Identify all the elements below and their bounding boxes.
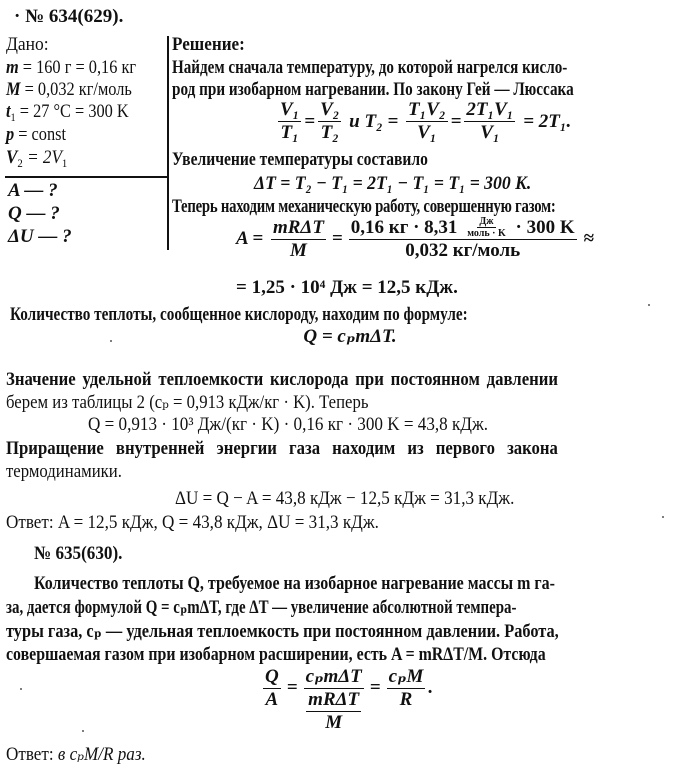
answer-634: Ответ: A = 12,5 кДж, Q = 43,8 кДж, ΔU = 31,3 кДж. xyxy=(6,512,379,533)
cp-paragraph-line-1: Значение удельной теплоемкости кислорода при постоянном давлении xyxy=(6,369,559,390)
equation-work: A = $\frac{\text{mRΔT}}{M}$ = 0,16 кг · 8,31 $\frac{Дж}{\text{моль · K}}$ · 300 K 0,032 кг/моль ≈ xyxy=(236,216,595,261)
temperature-increase-label: Увеличение температуры составило xyxy=(172,149,428,170)
equation-energy: ΔU = Q − A = 43,8 кДж − 12,5 кДж = 31,3 кДж. xyxy=(175,488,515,509)
equation-ratio: $\frac{Q}{A}$ = cₚmΔT mRΔT M = $\frac{\text{cₚM}}{R}$ . xyxy=(265,666,434,733)
scan-speck xyxy=(82,730,84,732)
fraction: $\frac{\text{cₚM}}{R}$ xyxy=(388,666,424,710)
answer-635: Ответ: в cₚM/R раз. xyxy=(6,744,146,765)
scan-speck xyxy=(20,688,22,690)
work-result: = 1,25 · 10⁴ Дж = 12,5 кДж. xyxy=(236,277,458,298)
cp-paragraph-line-2: берем из таблицы 2 (cₚ = 0,913 кДж/кг · K). Теперь xyxy=(6,392,369,413)
unit-fraction: $\frac{Дж}{\text{моль · K}}$ xyxy=(467,216,506,239)
given-pressure: p = const xyxy=(6,124,67,145)
fraction: $\frac{\text{V₂}}{\text{T₂}}$ xyxy=(320,99,340,143)
equation-heat-value: Q = 0,913 · 10³ Дж/(кг · K) · 0,16 кг · 300 K = 43,8 кДж. xyxy=(88,414,489,435)
equation-heat: Q = cₚmΔT. xyxy=(303,326,397,347)
given-volume: $V_2 = 2V_1$ xyxy=(6,147,68,170)
problem-635-line-1: Количество теплоты Q, требуемое на изобарное нагревание массы m га- xyxy=(34,573,555,594)
unknown-heat: Q — ? xyxy=(8,203,60,224)
solution-paragraph-line-2: род при изобарном нагревании. По закону Гей — Люссака xyxy=(172,79,574,100)
equation-gay-lussac: $\frac{\text{V₁}}{\text{T₁}}$ = $\frac{\text{V₂}}{\text{T₂}}$ и T₂ = $\frac{\text{T₁V₂}}{\text{V₁}}$ = $\frac{\text{2T₁V₁}}{\text{V₁}}$ = 2T₁. xyxy=(280,99,572,143)
solution-paragraph-line-1: Найдем сначала температуру, до которой нагрелся кисло- xyxy=(172,57,568,78)
problem-635-title: № 635(630). xyxy=(34,543,123,564)
equation-delta-t: ΔT = T₂ − T₁ = 2T₁ − T₁ = T₁ = 300 K. xyxy=(254,173,532,194)
nested-fraction: cₚmΔT mRΔT M xyxy=(305,666,362,733)
scan-speck xyxy=(648,304,650,306)
given-label: Дано: xyxy=(6,34,49,55)
fraction: $\frac{\text{2T₁V₁}}{\text{V₁}}$ xyxy=(466,99,514,143)
energy-paragraph-line-1: Приращение внутренней энергии газа находим из первого закона xyxy=(6,438,558,459)
scan-speck xyxy=(110,340,112,342)
solution-label: Решение: xyxy=(172,34,245,55)
unknown-work: A — ? xyxy=(8,180,58,201)
fraction: 0,16 кг · 8,31 $\frac{Дж}{\text{моль · K}}$ · 300 K 0,032 кг/моль xyxy=(350,216,575,261)
unknown-energy: ΔU — ? xyxy=(8,226,72,247)
heat-label: Количество теплоты, сообщенное кислороду, находим по формуле: xyxy=(10,304,468,325)
problem-635-line-2: за, дается формулой Q = cₚmΔT, где ΔT — увеличение абсолютной темпера- xyxy=(6,597,517,618)
given-temperature: $t_1 = 27$ °C = 300 K xyxy=(6,101,129,124)
scan-speck xyxy=(662,516,664,518)
problem-635-line-4: совершаемая газом при изобарном расширении, есть A = mRΔT/M. Отсюда xyxy=(6,644,546,665)
fraction: $\frac{\text{mRΔT}}{M}$ xyxy=(272,216,324,261)
given-divider-line xyxy=(5,176,168,178)
fraction: $\frac{\text{T₁V₂}}{\text{V₁}}$ xyxy=(408,99,446,143)
given-molar-mass: M = 0,032 кг/моль xyxy=(6,79,132,100)
problem-634-title: · № 634(629). xyxy=(14,6,124,27)
fraction: $\frac{\text{V₁}}{\text{T₁}}$ xyxy=(280,99,300,143)
work-label: Теперь находим механическую работу, совершенную газом: xyxy=(172,196,556,217)
column-divider-line xyxy=(167,36,169,250)
energy-paragraph-line-2: термодинамики. xyxy=(6,461,122,482)
fraction: $\frac{Q}{A}$ xyxy=(265,666,279,710)
problem-635-line-3: туры газа, cₚ — удельная теплоемкость при постоянном давлении. Работа, xyxy=(6,621,559,642)
given-mass: m = 160 г = 0,16 кг xyxy=(6,57,137,78)
